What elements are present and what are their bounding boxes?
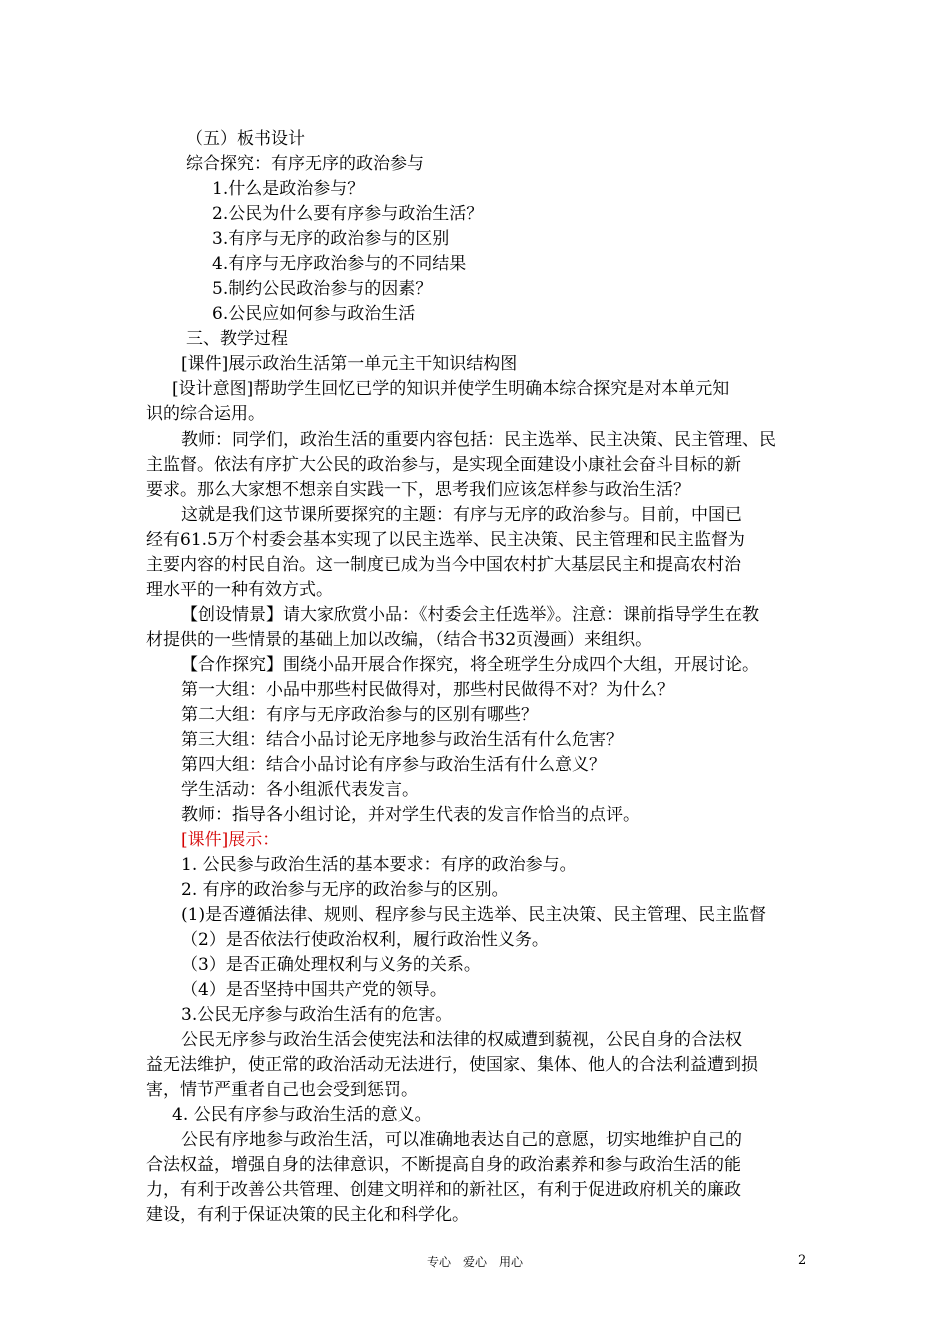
teacher-line: 要求。那么大家想不想亲自实践一下，思考我们应该怎样参与政治生活？: [146, 480, 690, 500]
point-3: 3.公民无序参与政治生活有的危害。: [181, 1005, 453, 1025]
teacher-line: 主监督。依法有序扩大公民的政治参与，是实现全面建设小康社会奋斗目标的新: [146, 455, 741, 475]
meaning-line: 公民有序地参与政治生活，可以准确地表达自己的意愿，切实地维护自己的: [181, 1130, 742, 1150]
point-1: 1. 公民参与政治生活的基本要求：有序的政治参与。: [181, 855, 577, 875]
courseware-line: [课件]展示政治生活第一单元主干知识结构图: [181, 354, 518, 374]
board-item: 5.制约公民政治参与的因素？: [212, 279, 433, 299]
teacher-line: 教师：同学们，政治生活的重要内容包括：民主选举、民主决策、民主管理、民: [181, 430, 776, 450]
page-number: 2: [798, 1253, 807, 1268]
difference-item: （2）是否依法行使政治权利，履行政治性义务。: [181, 930, 549, 950]
harm-line: 公民无序参与政治生活会使宪法和法律的权威遭到藐视，公民自身的合法权: [181, 1030, 742, 1050]
theme-line: 主要内容的村民自治。这一制度已成为当今中国农村扩大基层民主和提高农村治: [146, 555, 741, 575]
theme-line: 这就是我们这节课所要探究的主题：有序与无序的政治参与。目前，中国已: [181, 505, 742, 525]
theme-line: 理水平的一种有效方式。: [146, 580, 333, 600]
board-item: 6.公民应如何参与政治生活: [212, 304, 416, 324]
scenario-line: 【创设情景】请大家欣赏小品：《村委会主任选举》。注意：课前指导学生在教: [181, 605, 759, 625]
section-heading: 三、教学过程: [186, 329, 288, 349]
meaning-line: 建设，有利于保证决策的民主化和科学化。: [146, 1205, 469, 1225]
cooperation-line: 【合作探究】围绕小品开展合作探究，将全班学生分成四个大组，开展讨论。: [181, 655, 759, 675]
student-activity: 学生活动：各小组派代表发言。: [181, 780, 419, 800]
point-2: 2. 有序的政治参与无序的政治参与的区别。: [181, 880, 509, 900]
board-topic: 综合探究：有序无序的政治参与: [186, 154, 424, 174]
board-item: 2.公民为什么要有序参与政治生活？: [212, 204, 484, 224]
harm-line: 益无法维护，使正常的政治活动无法进行，使国家、集体、他人的合法利益遭到损: [146, 1055, 758, 1075]
difference-item: （3）是否正确处理权利与义务的关系。: [181, 955, 481, 975]
group-question: 第三大组：结合小品讨论无序地参与政治生活有什么危害？: [181, 730, 623, 750]
difference-item: （4）是否坚持中国共产党的领导。: [181, 980, 447, 1000]
board-heading: （五）板书设计: [186, 129, 305, 149]
meaning-line: 力，有利于改善公共管理、创建文明祥和的新社区，有利于促进政府机关的廉政: [146, 1180, 741, 1200]
board-item: 1.什么是政治参与？: [212, 179, 365, 199]
harm-line: 害，情节严重者自己也会受到惩罚。: [146, 1080, 418, 1100]
design-intent-line: [设计意图]帮助学生回忆已学的知识并使学生明确本综合探究是对本单元知: [172, 379, 730, 399]
teacher-guide: 教师：指导各小组讨论，并对学生代表的发言作恰当的点评。: [181, 805, 640, 825]
board-item: 3.有序与无序的政治参与的区别: [212, 229, 450, 249]
theme-line: 经有61.5万个村委会基本实现了以民主选举、民主决策、民主管理和民主监督为: [146, 530, 745, 550]
courseware-display-label: [课件]展示：: [181, 830, 280, 850]
group-question: 第二大组：有序与无序政治参与的区别有哪些？: [181, 705, 538, 725]
scenario-line: 材提供的一些情景的基础上加以改编，（结合书32页漫画）来组织。: [146, 630, 653, 650]
meaning-line: 合法权益，增强自身的法律意识，不断提高自身的政治素养和参与政治生活的能: [146, 1155, 741, 1175]
group-question: 第一大组：小品中那些村民做得对，那些村民做得不对？为什么？: [181, 680, 674, 700]
design-intent-line: 识的综合运用。: [146, 404, 265, 424]
group-question: 第四大组：结合小品讨论有序参与政治生活有什么意义？: [181, 755, 606, 775]
point-4: 4. 公民有序参与政治生活的意义。: [172, 1105, 432, 1125]
page-footer: 专心 爱心 用心: [426, 1255, 523, 1269]
board-item: 4.有序与无序政治参与的不同结果: [212, 254, 467, 274]
difference-item: (1)是否遵循法律、规则、程序参与民主选举、民主决策、民主管理、民主监督: [181, 905, 767, 925]
